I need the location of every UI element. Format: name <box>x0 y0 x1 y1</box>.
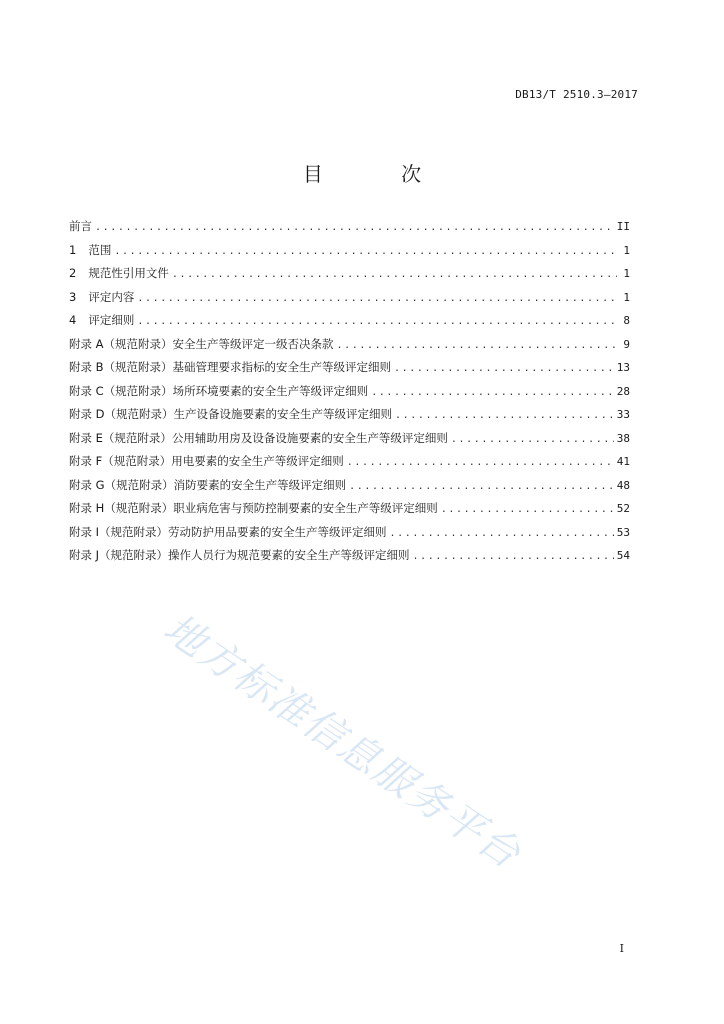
toc-entry-title: （规范附录）劳动防护用品要素的安全生产等级评定细则 <box>99 524 387 539</box>
toc-entry-label <box>69 383 368 399</box>
toc-entry[interactable] <box>69 524 630 548</box>
toc-entry-page: II <box>616 220 630 233</box>
toc-entry-page: 48 <box>616 478 630 492</box>
toc-entry[interactable] <box>69 359 630 383</box>
toc-entry-title: 评定内容 <box>88 289 135 304</box>
toc-entry-title: 范围 <box>88 242 112 257</box>
toc-entry-title: （规范附录）公用辅助用房及设备设施要素的安全生产等级评定细则 <box>102 430 448 445</box>
toc-entry-title: 前言 <box>69 219 92 233</box>
toc-entry-label <box>69 336 334 352</box>
watermark: 地方标准信息服务平台 <box>155 605 530 879</box>
toc-entry[interactable] <box>69 547 630 571</box>
toc-entry-label <box>69 430 448 446</box>
toc-leader-dots <box>395 410 614 421</box>
toc-leader-dots <box>95 222 614 233</box>
toc-entry-title: （规范附录）生产设备设施要素的安全生产等级评定细则 <box>104 407 393 421</box>
toc-entry-label <box>69 289 134 305</box>
toc-entry[interactable] <box>69 477 630 501</box>
toc-entry[interactable] <box>69 218 630 242</box>
toc-entry[interactable] <box>69 336 630 360</box>
toc-leader-dots <box>114 246 617 257</box>
toc-entry-title: （规范附录）操作人员行为规范要素的安全生产等级评定细则 <box>99 548 410 562</box>
toc-entry-number: 附录 A <box>69 336 104 351</box>
toc-entry-label <box>69 265 169 281</box>
toc-entry-label <box>69 547 410 563</box>
toc-entry-page: 1 <box>623 290 630 304</box>
toc-entry-page: 38 <box>616 431 630 445</box>
toc-entry-page: 1 <box>623 243 630 257</box>
toc-leader-dots <box>137 316 617 327</box>
toc-entry-number: 附录 G <box>69 477 105 492</box>
toc-leader-dots <box>337 340 617 351</box>
toc-leader-dots <box>441 504 614 515</box>
toc-entry-page: 53 <box>616 525 630 539</box>
toc-entry-number: 附录 D <box>69 407 105 421</box>
standard-code: DB13/T 2510.3—2017 <box>515 88 638 101</box>
toc-leader-dots <box>413 551 614 562</box>
toc-entry-number: 附录 F <box>69 454 103 468</box>
toc-leader-dots <box>172 269 617 280</box>
toc-entry-page: 28 <box>616 384 630 398</box>
toc-leader-dots <box>347 457 614 468</box>
toc-entry-label <box>69 477 346 493</box>
toc-entry-number: 附录 H <box>69 501 105 515</box>
toc-entry[interactable] <box>69 383 630 407</box>
toc-entry-page: 8 <box>623 314 630 327</box>
toc-entry-title: 规范性引用文件 <box>88 266 169 280</box>
toc-entry-number: 附录 J <box>69 548 100 562</box>
toc-entry-title: （规范附录）用电要素的安全生产等级评定细则 <box>102 454 344 468</box>
toc-entry-number: 附录 C <box>69 383 104 398</box>
toc-entry[interactable] <box>69 406 630 430</box>
toc-entry-page: 41 <box>616 455 630 468</box>
toc-entry-number: 4 <box>69 313 77 327</box>
page-title: 目 次 <box>302 162 458 186</box>
toc-entry-title: 评定细则 <box>88 313 135 327</box>
toc-entry-page: 33 <box>616 408 630 421</box>
toc-leader-dots <box>371 387 614 398</box>
toc-entry-label <box>69 406 392 422</box>
toc-entry-title: （规范附录）安全生产等级评定一级否决条款 <box>103 336 334 351</box>
toc-entry-title: （规范附录）消防要素的安全生产等级评定细则 <box>104 477 347 492</box>
toc-entry-number: 附录 I <box>69 524 100 539</box>
toc-entry[interactable] <box>69 242 630 266</box>
toc-entry[interactable] <box>69 312 630 336</box>
toc-entry-number: 2 <box>69 266 77 280</box>
toc-entry-number: 3 <box>69 289 77 304</box>
toc-entry[interactable] <box>69 289 630 313</box>
toc-entry-label <box>69 453 344 469</box>
toc-entry-label <box>69 242 111 258</box>
toc-entry[interactable] <box>69 430 630 454</box>
toc-entry-number: 附录 B <box>69 360 104 374</box>
toc-leader-dots <box>451 434 614 445</box>
toc-entry-page: 54 <box>616 549 630 562</box>
toc-entry[interactable] <box>69 453 630 477</box>
toc-entry[interactable] <box>69 265 630 289</box>
toc-leader-dots <box>137 293 617 304</box>
toc-leader-dots <box>390 528 614 539</box>
toc-entry[interactable] <box>69 500 630 524</box>
toc-entry-page: 1 <box>623 267 630 280</box>
toc-entry-page: 13 <box>616 361 630 374</box>
toc-entry-label <box>69 500 438 516</box>
toc-entry-title: （规范附录）场所环境要素的安全生产等级评定细则 <box>103 383 369 398</box>
toc-leader-dots <box>394 363 614 374</box>
toc-entry-label <box>69 524 387 540</box>
table-of-contents <box>69 218 630 571</box>
toc-entry-number: 附录 E <box>69 430 103 445</box>
toc-entry-label <box>69 312 134 328</box>
toc-entry-number: 1 <box>69 242 77 257</box>
toc-entry-title: （规范附录）基础管理要求指标的安全生产等级评定细则 <box>103 360 392 374</box>
toc-entry-label <box>69 218 92 234</box>
toc-leader-dots <box>349 481 614 492</box>
page-number: I <box>619 942 624 955</box>
toc-entry-title: （规范附录）职业病危害与预防控制要素的安全生产等级评定细则 <box>104 501 438 515</box>
toc-entry-page: 52 <box>616 502 630 515</box>
toc-entry-label <box>69 359 391 375</box>
toc-entry-page: 9 <box>623 337 630 351</box>
